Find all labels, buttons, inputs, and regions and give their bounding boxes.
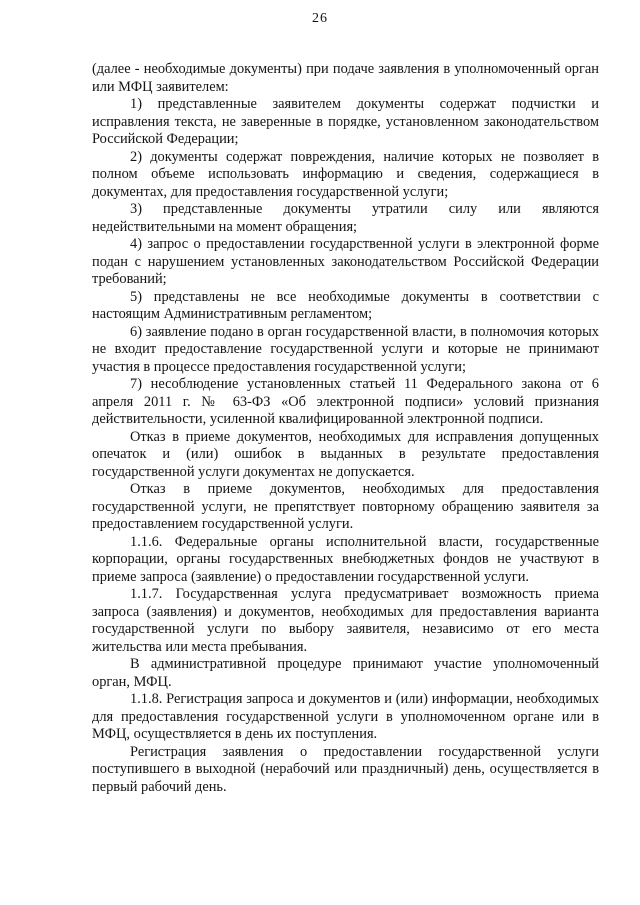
paragraph-section-1-1-8: 1.1.8. Регистрация запроса и документов и (или) информации, необходимых для предоставления государственной услуги в уполномоченном органе или в МФЦ, осуществляется в день их поступления. xyxy=(92,691,599,742)
paragraph-item-6: 6) заявление подано в орган государственной власти, в полномочия которых не входит предоставление государственной услуги и которые не принимают участия в процессе предоставления государственной услуги; xyxy=(92,323,599,375)
paragraph-section-1-1-6: 1.1.6. Федеральные органы исполнительной власти, государственные корпорации, органы государственных внебюджетных фондов не участвуют в приеме запроса (заявление) о предоставлении государственной услуги. xyxy=(92,533,599,585)
paragraph-section-1-1-7: 1.1.7. Государственная услуга предусматривает возможность приема запроса (заявления) и документов, необходимых для предоставления варианта государственной услуги по выбору заявителя, независимо от его места жительства или места пребывания. xyxy=(92,586,599,655)
paragraph-item-7: 7) несоблюдение установленных статьей 11 Федерального закона от 6 апреля 2011 г. № 63-ФЗ «Об электронной подписи» условий признания действительности, усиленной квалифицированной электронной подписи. xyxy=(92,376,599,427)
paragraph-item-5: 5) представлены не все необходимые документы в соответствии с настоящим Административным регламентом; xyxy=(92,288,599,322)
paragraph-refusal-repeat: Отказ в приеме документов, необходимых для предоставления государственной услуги, не препятствует повторному обращению заявителя за предоставлением государственной услуги. xyxy=(92,481,599,532)
paragraph-refusal-corrections: Отказ в приеме документов, необходимых для исправления допущенных опечаток и (или) ошибок в выданных в результате предоставления государственной услуги документах не допускается. xyxy=(92,428,599,480)
page-number: 26 xyxy=(312,11,328,26)
paragraph-item-3: 3) представленные документы утратили силу или являются недействительными на момент обращения; xyxy=(92,201,599,235)
paragraph-item-1: 1) представленные заявителем документы содержат подчистки и исправления текста, не заверенные в порядке, установленном законодательством Российской Федерации; xyxy=(92,96,599,147)
document-body xyxy=(92,61,599,796)
paragraph-continuation: (далее - необходимые документы) при подаче заявления в уполномоченный орган или МФЦ заявителем: xyxy=(92,61,599,95)
paragraph-procedure-participants: В административной процедуре принимают участие уполномоченный орган, МФЦ. xyxy=(92,656,599,690)
paragraph-item-4: 4) запрос о предоставлении государственной услуги в электронной форме подан с нарушением установленных законодательством Российской Федерации требований; xyxy=(92,236,599,287)
paragraph-item-2: 2) документы содержат повреждения, наличие которых не позволяет в полном объеме использовать информацию и сведения, содержащиеся в документах, для предоставления государственной услуги; xyxy=(92,148,599,200)
paragraph-registration-holiday: Регистрация заявления о предоставлении государственной услуги поступившего в выходной (нерабочий или праздничный) день, осуществляется в первый рабочий день. xyxy=(92,743,599,795)
